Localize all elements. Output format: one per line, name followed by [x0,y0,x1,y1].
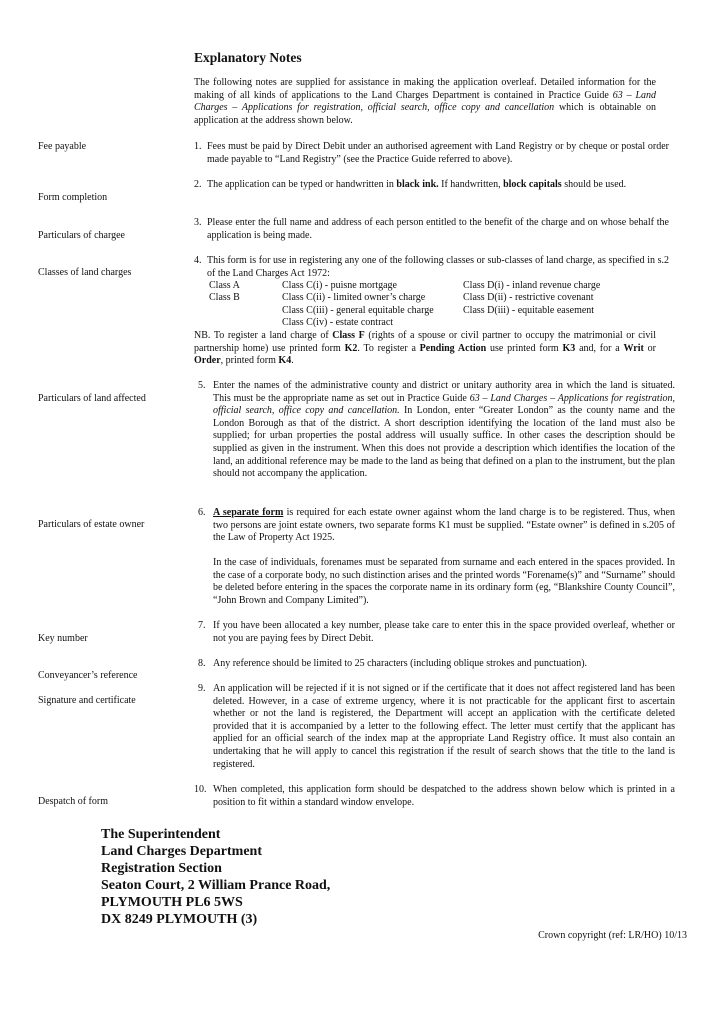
side-label-key: Key number [38,633,88,644]
class-cell: Class C(ii) - limited owner’s charge [282,292,426,304]
side-label-fee: Fee payable [38,141,87,152]
note-text: This form is for use in registering any one of the following classes or sub-classes of land charge, as specified in s.2 of the Land Charges Act 1972: [207,255,669,279]
side-label-classes: Classes of land charges [38,267,132,278]
despatch-address [101,826,330,928]
class-cell [209,305,282,317]
address-line: PLYMOUTH PL6 5WS [101,895,243,910]
side-label-completion: Form completion [38,192,108,203]
side-label-signature: Signature and certificate [38,695,136,706]
address-line: Land Charges Department [101,844,262,859]
note-number: 10. [194,784,207,795]
note-number: 3. [194,217,202,228]
intro-text: The following notes are supplied for assistance in making the application overleaf. Detailed information for the making of all kinds of applications to the Land Charges Department is contained in Practice Guide [194,77,656,101]
note-3 [194,217,669,242]
note-text: Please enter the full name and address of each person entitled to the benefit of the charge and on whose behalf the application is being made. [207,217,669,241]
address-line: Seaton Court, 2 William Prance Road, [101,878,331,893]
note-9 [194,683,675,771]
class-cell: Class C(iv) - estate contract [282,317,394,329]
intro-text-end: which is obtainable on application at the address shown below. [194,102,656,126]
note-text: is required for each estate owner against whom the land charge is to be registered. Thus, when two persons are joint estate owners, two separate forms K1 must be supplied. “Estate owner” is defined in s.205 of the Law of Property Act 1925. [213,507,676,544]
note-10 [194,784,675,809]
nb-emphasis: K3 [562,342,576,354]
nb-emphasis: Order [194,355,221,367]
class-row [209,317,600,329]
note-text: Fees must be paid by Direct Debit under an authorised agreement with Land Registry or by cheque or postal order made payable to “Land Registry” (see the Practice Guide referred to above). [207,141,669,165]
nb-text: , printed form [220,355,279,367]
note-emphasis: A separate form [213,507,284,518]
nb-text: (rights of a spouse or civil partner to occupy the matrimonial or civil partnership home) use printed form [194,330,656,354]
note-number: 4. [194,255,202,266]
nb-emphasis: Writ [623,342,644,354]
class-cell: Class C(iii) - general equitable charge [282,304,434,316]
page-title: Explanatory Notes [194,50,302,65]
class-cell: Class D(iii) - equitable easement [463,304,595,316]
class-row [209,305,600,317]
note-emphasis: block capitals [503,179,562,190]
class-row [209,292,600,304]
intro-guide-title: 63 – Land Charges – Applications for registration, official search, office copy and cancellation [194,89,657,114]
copyright-notice: Crown copyright (ref: LR/HO) 10/13 [538,930,687,941]
class-cell: Class C(i) - puisne mortgage [282,280,397,291]
class-cell: Class A [209,280,240,291]
note-6 [194,507,675,545]
note-4-nb [194,330,656,368]
note-text: When completed, this application form should be despatched to the address shown below which is printed in a position to fit within a standard window envelope. [213,784,675,808]
class-cell: Class D(ii) - restrictive covenant [463,292,594,304]
note-text: Enter the names of the administrative county and district or unitary authority area in which the land is situated. This must be the appropriate name as set out in Practice Guide [213,380,675,404]
nb-text: NB. To register a land charge of [194,330,333,341]
note-text: If handwritten, [438,179,504,190]
note-text: In London, enter “Greater London” as the county name and the London Borough as that of the district. A short description identifying the location of the land must also be supplied; for urban properties the postal address will usually suffice. In other cases the description should be supplied as given in the instrument. When this does not provide a description which identifies the location of the land, an additional reference may be made to the land as being that defined on a plan to the instrument, but the plan should not accompany the application. [213,405,675,480]
note-number: 8. [198,658,206,669]
intro-paragraph [194,77,656,127]
side-label-chargee: Particulars of chargee [38,230,125,241]
note-guide-title: 63 – Land Charges – Applications for registration, official search, office copy and cancellation. [213,392,675,417]
note-text: An application will be rejected if it is not signed or if the certificate that it does not affect registered land has been deleted. However, in a case of extreme urgency, where it is not practicable for the applicant first to ascertain whether or not the land is registered, the Department will accept an application with the certificate deleted provided that it is accompanied by a letter to the following effect. The letter must certify that the applicant has applied for an official search of the index map at the appropriate Land Registry office. It must also contain an undertaking that he will apply to cancel this registration if the result of search shows that the title to the land is registered. [213,683,675,770]
class-cell: Class B [209,292,240,304]
nb-emphasis: K2 [344,342,358,354]
note-number: 1. [194,141,202,152]
nb-text: use printed form [486,342,563,354]
note-1 [194,141,669,166]
note-number: 7. [198,620,206,631]
class-cell [209,317,282,329]
note-4 [194,255,669,280]
note-number: 5. [198,380,206,391]
address-line: DX 8249 PLYMOUTH (3) [101,912,258,927]
side-label-despatch: Despatch of form [38,796,108,807]
side-label-owner: Particulars of estate owner [38,519,145,530]
note-5 [194,380,675,481]
nb-emphasis: Pending Action [419,342,487,354]
note-text: Any reference should be limited to 25 characters (including oblique strokes and punctuation). [213,658,588,669]
nb-text: . [291,355,294,367]
land-charge-classes-table [196,280,600,330]
note-text: If you have been allocated a key number, please take care to enter this in the space provided overleaf, whether or not you are paying fees by Direct Debit. [213,620,675,644]
address-line: Registration Section [101,861,222,876]
note-6-continued [194,557,675,607]
note-text: should be used. [561,179,627,190]
nb-text: or [643,342,656,354]
note-8 [194,658,675,671]
nb-emphasis: K4 [278,355,292,367]
address-line: The Superintendent [101,827,221,842]
note-text: The application can be typed or handwritten in [207,179,397,190]
nb-text: . To register a [357,342,420,354]
side-label-conveyancer: Conveyancer’s reference [38,670,138,681]
class-cell: Class D(i) - inland revenue charge [463,280,601,291]
class-cell [463,317,600,329]
note-text: In the case of individuals, forenames must be separated from surname and each entered in the spaces provided. In the case of a corporate body, no such distinction arises and the printed words “Forename(s)” and “Surname” should be deleted before entering in the spaces the corporate name in its ordinary form (eg, “Blankshire County Council”, “John Brown and Company Limited”). [213,557,675,606]
note-number: 2. [194,179,202,190]
note-2 [194,179,669,192]
side-label-land: Particulars of land affected [38,393,146,404]
class-row [209,280,600,292]
nb-emphasis: Class F [332,330,365,341]
note-emphasis: black ink. [396,179,439,190]
nb-text: and, for a [575,342,624,354]
note-7 [194,620,675,645]
note-number: 9. [198,683,206,694]
note-number: 6. [198,507,206,518]
